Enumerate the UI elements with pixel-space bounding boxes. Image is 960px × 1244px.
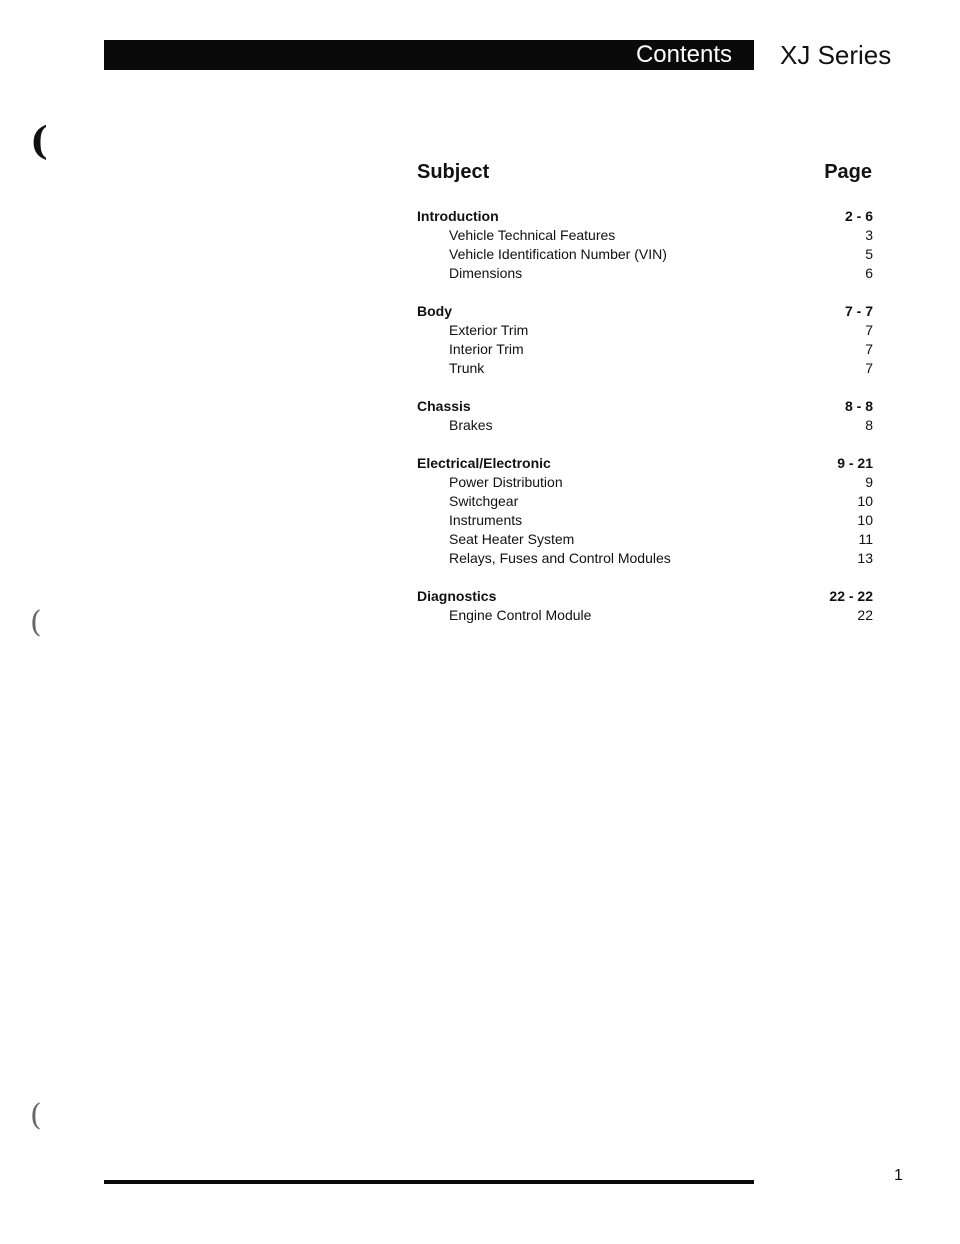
toc-entry[interactable] bbox=[417, 416, 873, 435]
entry-label: Vehicle Identification Number (VIN) bbox=[449, 246, 667, 262]
section-title: Electrical/Electronic bbox=[417, 455, 551, 471]
toc-entry[interactable] bbox=[417, 264, 873, 283]
toc-section-heading[interactable] bbox=[417, 302, 873, 321]
section-page-range: 2 - 6 bbox=[844, 208, 873, 224]
entry-page: 13 bbox=[857, 550, 873, 566]
header-series-title: XJ Series bbox=[780, 40, 892, 70]
toc-entry[interactable] bbox=[417, 606, 873, 625]
entry-label: Vehicle Technical Features bbox=[449, 227, 616, 243]
toc-section-heading[interactable] bbox=[417, 207, 873, 226]
table-of-contents bbox=[417, 207, 873, 644]
toc-section-heading[interactable] bbox=[417, 587, 873, 606]
header-section-label: Contents bbox=[635, 41, 733, 68]
entry-page: 3 bbox=[865, 227, 873, 243]
toc-entry[interactable] bbox=[417, 511, 873, 530]
entry-page: 6 bbox=[865, 265, 873, 281]
entry-page: 7 bbox=[865, 322, 873, 338]
toc-section-body bbox=[417, 302, 873, 378]
entry-label: Interior Trim bbox=[449, 341, 524, 357]
section-page-range: 7 - 7 bbox=[844, 303, 873, 319]
toc-entry[interactable] bbox=[417, 359, 873, 378]
entry-page: 9 bbox=[865, 474, 873, 490]
entry-page: 10 bbox=[857, 493, 873, 509]
toc-section-heading[interactable] bbox=[417, 454, 873, 473]
toc-entry[interactable] bbox=[417, 245, 873, 264]
entry-label: Trunk bbox=[449, 360, 485, 376]
toc-entry[interactable] bbox=[417, 340, 873, 359]
toc-entry[interactable] bbox=[417, 549, 873, 568]
entry-label: Engine Control Module bbox=[449, 607, 592, 623]
toc-section-chassis bbox=[417, 397, 873, 435]
binding-mark-icon: ( bbox=[30, 605, 42, 640]
entry-page: 22 bbox=[857, 607, 873, 623]
subject-column-heading: Subject bbox=[417, 161, 490, 183]
binding-mark-icon: ( bbox=[30, 1098, 42, 1133]
toc-section-electrical bbox=[417, 454, 873, 568]
entry-page: 10 bbox=[857, 512, 873, 528]
entry-page: 7 bbox=[865, 341, 873, 357]
section-title: Chassis bbox=[417, 398, 471, 414]
toc-section-diagnostics bbox=[417, 587, 873, 625]
page-number: 1 bbox=[894, 1167, 903, 1184]
toc-entry[interactable] bbox=[417, 226, 873, 245]
entry-label: Instruments bbox=[449, 512, 523, 528]
entry-page: 5 bbox=[865, 246, 873, 262]
footer-rule bbox=[104, 1180, 754, 1184]
entry-page: 7 bbox=[865, 360, 873, 376]
entry-page: 8 bbox=[865, 417, 873, 433]
toc-entry[interactable] bbox=[417, 530, 873, 549]
section-title: Diagnostics bbox=[417, 588, 497, 604]
binding-mark-icon: ( bbox=[30, 118, 48, 163]
page-column-heading: Page bbox=[824, 161, 872, 183]
toc-entry[interactable] bbox=[417, 492, 873, 511]
entry-page: 11 bbox=[858, 531, 873, 547]
entry-label: Relays, Fuses and Control Modules bbox=[449, 550, 671, 566]
entry-label: Dimensions bbox=[449, 265, 523, 281]
toc-section-heading[interactable] bbox=[417, 397, 873, 416]
section-title: Introduction bbox=[417, 208, 499, 224]
toc-section-introduction bbox=[417, 207, 873, 283]
section-page-range: 9 - 21 bbox=[837, 455, 873, 471]
section-title: Body bbox=[417, 303, 452, 319]
entry-label: Seat Heater System bbox=[449, 531, 575, 547]
section-page-range: 8 - 8 bbox=[844, 398, 873, 414]
toc-entry[interactable] bbox=[417, 321, 873, 340]
entry-label: Switchgear bbox=[449, 493, 519, 509]
entry-label: Power Distribution bbox=[449, 474, 563, 490]
toc-entry[interactable] bbox=[417, 473, 873, 492]
section-page-range: 22 - 22 bbox=[829, 588, 873, 604]
entry-label: Exterior Trim bbox=[449, 322, 529, 338]
entry-label: Brakes bbox=[449, 417, 493, 433]
